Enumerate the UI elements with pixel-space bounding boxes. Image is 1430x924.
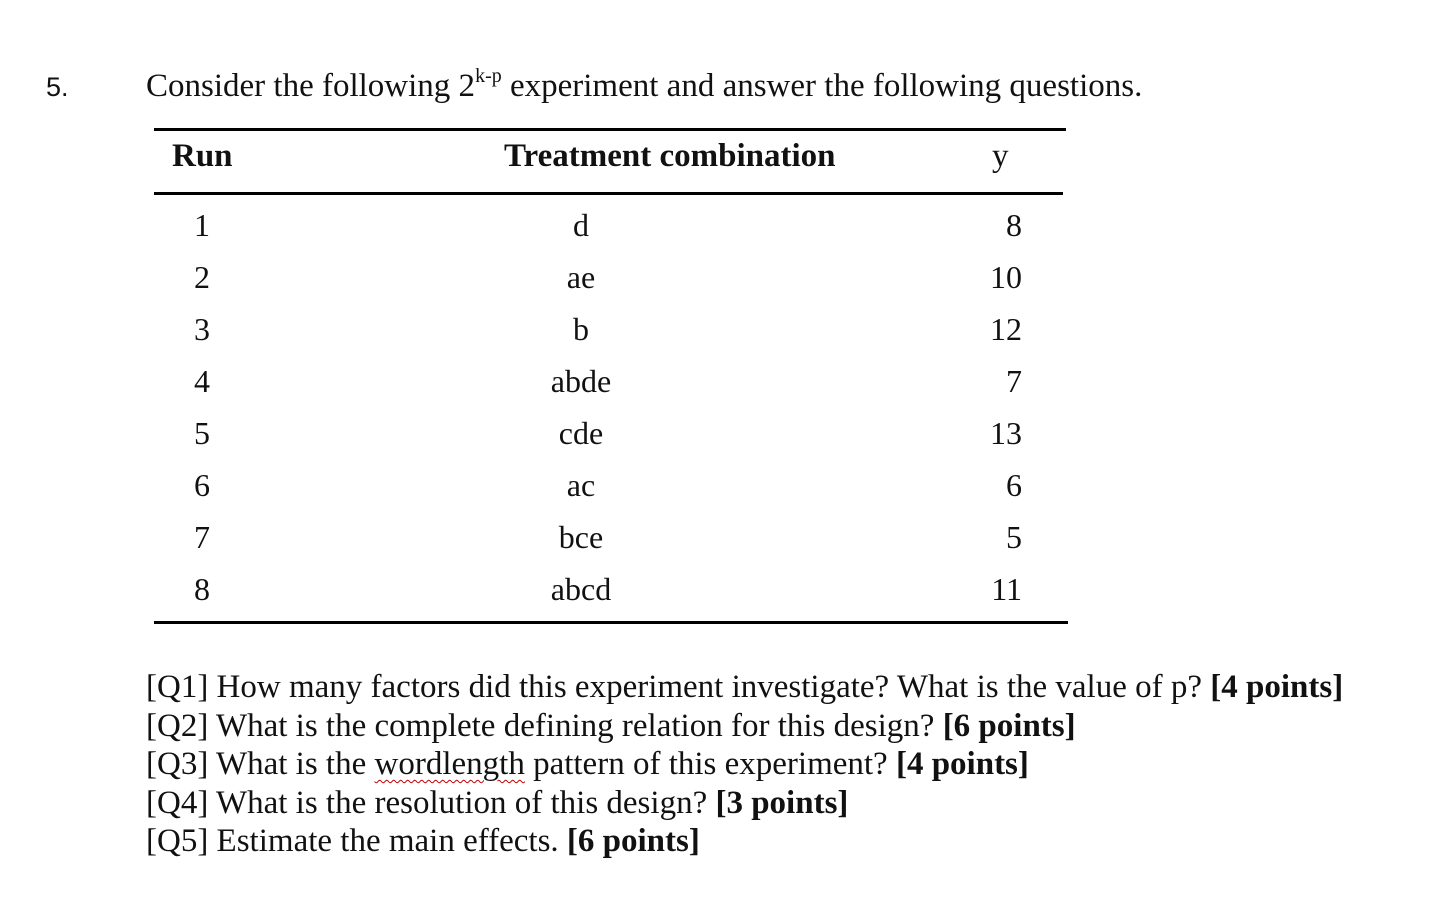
cell-y: 5: [1006, 519, 1022, 555]
question-text: pattern of this experiment?: [524, 746, 888, 782]
table-row: [154, 511, 1068, 563]
question-q4: [146, 784, 1343, 823]
intro-superscript: k-p: [475, 65, 502, 87]
cell-treatment: ae: [566, 259, 596, 295]
question-q2: [146, 707, 1343, 746]
question-text: [Q3] What is the: [146, 746, 375, 782]
question-list: [146, 668, 1343, 861]
question-q1: [146, 668, 1343, 707]
question-points: [4 points]: [895, 746, 1029, 782]
question-text: [Q1] How many factors did this experiment investigate? What is the value of p?: [146, 669, 1202, 705]
cell-run: 3: [194, 311, 210, 347]
cell-y: 11: [991, 571, 1022, 607]
table-row: [154, 563, 1068, 615]
question-q5: [146, 822, 1343, 861]
cell-run: 1: [194, 207, 210, 243]
header-treatment-combination: Treatment combination: [504, 138, 836, 174]
table-row: [154, 407, 1068, 459]
cell-treatment: bce: [558, 519, 604, 555]
cell-treatment: cde: [558, 415, 604, 451]
experiment-table: [154, 128, 1068, 628]
question-points: [3 points]: [715, 784, 849, 821]
question-text: [Q2] What is the complete defining relation for this design?: [146, 707, 935, 744]
cell-run: 6: [194, 467, 210, 503]
table-header-rule: [154, 192, 1063, 195]
cell-treatment: d: [573, 207, 589, 243]
spellcheck-flagged-word[interactable]: wordlength: [374, 746, 525, 782]
cell-y: 6: [1006, 467, 1022, 503]
cell-run: 7: [194, 519, 210, 555]
table-row: [154, 199, 1068, 251]
cell-treatment: b: [573, 311, 589, 347]
question-intro: [146, 65, 1143, 105]
question-number: 5.: [46, 72, 69, 102]
table-row: [154, 459, 1068, 511]
header-run: Run: [172, 138, 233, 174]
question-text: [Q5] Estimate the main effects.: [146, 823, 559, 859]
cell-y: 7: [1006, 363, 1022, 399]
cell-treatment: abcd: [550, 571, 612, 607]
cell-y: 12: [990, 311, 1022, 347]
cell-treatment: abde: [550, 363, 612, 399]
cell-treatment: ac: [566, 467, 596, 503]
header-y: y: [992, 138, 1009, 174]
question-points: [6 points]: [942, 707, 1076, 744]
table-row: [154, 303, 1068, 355]
table-row: [154, 355, 1068, 407]
question-points: [4 points]: [1210, 669, 1344, 705]
question-q3: [146, 745, 1343, 784]
intro-suffix: experiment and answer the following questions.: [501, 68, 1143, 104]
cell-run: 4: [194, 363, 210, 399]
cell-run: 5: [194, 415, 210, 451]
table-bottom-rule: [154, 621, 1068, 624]
cell-run: 8: [194, 571, 210, 607]
intro-prefix: Consider the following 2: [146, 68, 476, 104]
table-top-rule: [154, 128, 1066, 131]
cell-run: 2: [194, 259, 210, 295]
question-points: [6 points]: [566, 823, 700, 859]
cell-y: 10: [990, 259, 1022, 295]
table-row: [154, 251, 1068, 303]
cell-y: 8: [1006, 207, 1022, 243]
cell-y: 13: [990, 415, 1022, 451]
question-text: [Q4] What is the resolution of this design?: [146, 784, 708, 821]
